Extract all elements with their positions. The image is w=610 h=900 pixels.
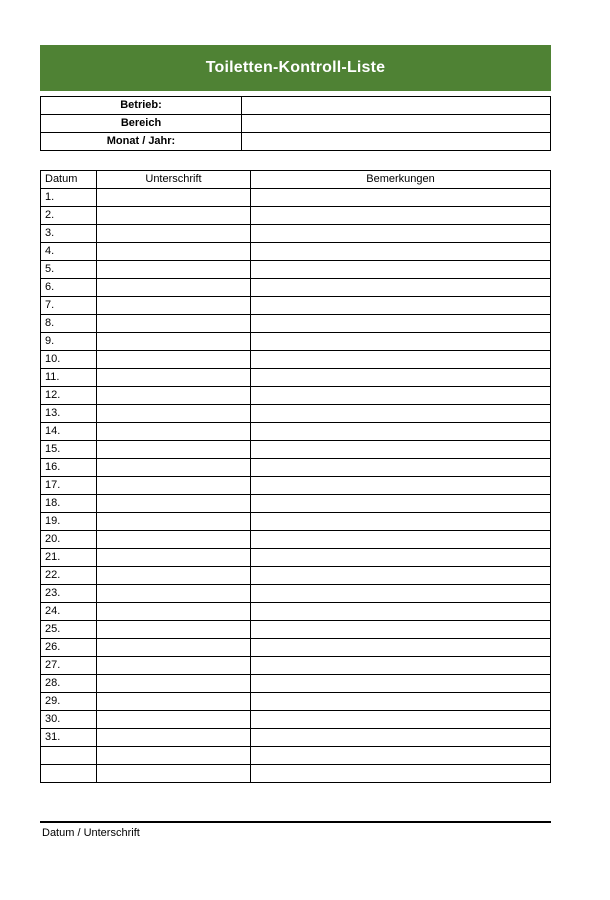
cell-bemerkungen[interactable] [251, 333, 551, 351]
table-row [41, 747, 551, 765]
cell-unterschrift[interactable] [97, 225, 251, 243]
cell-datum: 14. [41, 423, 97, 441]
cell-datum: 31. [41, 729, 97, 747]
cell-datum: 24. [41, 603, 97, 621]
cell-unterschrift[interactable] [97, 621, 251, 639]
table-row [41, 405, 551, 423]
table-row [41, 531, 551, 549]
footer-divider [40, 821, 551, 823]
table-row [41, 621, 551, 639]
table-row [41, 423, 551, 441]
cell-bemerkungen[interactable] [251, 585, 551, 603]
info-value-field[interactable] [242, 133, 551, 151]
cell-datum: 9. [41, 333, 97, 351]
cell-bemerkungen[interactable] [251, 459, 551, 477]
cell-unterschrift[interactable] [97, 513, 251, 531]
table-row [41, 567, 551, 585]
cell-unterschrift[interactable] [97, 315, 251, 333]
table-row [41, 675, 551, 693]
cell-bemerkungen[interactable] [251, 693, 551, 711]
cell-unterschrift[interactable] [97, 549, 251, 567]
cell-bemerkungen[interactable] [251, 621, 551, 639]
cell-bemerkungen[interactable] [251, 729, 551, 747]
cell-datum: 5. [41, 261, 97, 279]
table-row [41, 477, 551, 495]
cell-datum: 27. [41, 657, 97, 675]
cell-bemerkungen[interactable] [251, 423, 551, 441]
info-table-row [41, 133, 551, 151]
cell-unterschrift[interactable] [97, 297, 251, 315]
cell-bemerkungen[interactable] [251, 513, 551, 531]
table-row [41, 207, 551, 225]
cell-bemerkungen[interactable] [251, 531, 551, 549]
cell-unterschrift[interactable] [97, 423, 251, 441]
cell-unterschrift[interactable] [97, 639, 251, 657]
table-row [41, 351, 551, 369]
cell-datum: 25. [41, 621, 97, 639]
cell-unterschrift[interactable] [97, 279, 251, 297]
cell-bemerkungen[interactable] [251, 711, 551, 729]
table-row [41, 459, 551, 477]
column-header-unterschrift: Unterschrift [97, 171, 251, 189]
cell-datum: 6. [41, 279, 97, 297]
cell-bemerkungen[interactable] [251, 369, 551, 387]
table-row [41, 765, 551, 783]
cell-datum: 17. [41, 477, 97, 495]
cell-bemerkungen[interactable] [251, 297, 551, 315]
cell-datum: 7. [41, 297, 97, 315]
table-row [41, 729, 551, 747]
table-row [41, 333, 551, 351]
cell-datum [41, 765, 97, 783]
cell-bemerkungen[interactable] [251, 441, 551, 459]
cell-bemerkungen[interactable] [251, 675, 551, 693]
cell-bemerkungen[interactable] [251, 351, 551, 369]
page-title: Toiletten-Kontroll-Liste [205, 59, 386, 76]
cell-datum [41, 747, 97, 765]
cell-unterschrift[interactable] [97, 729, 251, 747]
cell-unterschrift[interactable] [97, 333, 251, 351]
cell-unterschrift[interactable] [97, 405, 251, 423]
cell-bemerkungen[interactable] [251, 657, 551, 675]
cell-bemerkungen[interactable] [251, 747, 551, 765]
cell-datum: 18. [41, 495, 97, 513]
cell-unterschrift[interactable] [97, 693, 251, 711]
table-row [41, 603, 551, 621]
cell-bemerkungen[interactable] [251, 495, 551, 513]
cell-unterschrift[interactable] [97, 261, 251, 279]
control-list-table [40, 170, 551, 783]
table-row [41, 549, 551, 567]
table-row [41, 711, 551, 729]
cell-unterschrift[interactable] [97, 459, 251, 477]
table-row [41, 315, 551, 333]
cell-unterschrift[interactable] [97, 675, 251, 693]
info-label: Bereich [41, 115, 242, 133]
cell-datum: 26. [41, 639, 97, 657]
cell-unterschrift[interactable] [97, 369, 251, 387]
cell-datum: 22. [41, 567, 97, 585]
table-row [41, 369, 551, 387]
cell-bemerkungen[interactable] [251, 189, 551, 207]
table-header-row [41, 171, 551, 189]
cell-unterschrift[interactable] [97, 567, 251, 585]
table-row [41, 441, 551, 459]
cell-unterschrift[interactable] [97, 765, 251, 783]
info-label: Monat / Jahr: [41, 133, 242, 151]
cell-unterschrift[interactable] [97, 711, 251, 729]
cell-bemerkungen[interactable] [251, 279, 551, 297]
cell-unterschrift[interactable] [97, 207, 251, 225]
info-table [40, 96, 551, 151]
cell-bemerkungen[interactable] [251, 225, 551, 243]
cell-datum: 19. [41, 513, 97, 531]
cell-bemerkungen[interactable] [251, 387, 551, 405]
cell-bemerkungen[interactable] [251, 567, 551, 585]
info-table-row [41, 97, 551, 115]
cell-datum: 13. [41, 405, 97, 423]
cell-unterschrift[interactable] [97, 189, 251, 207]
cell-bemerkungen[interactable] [251, 243, 551, 261]
cell-datum: 30. [41, 711, 97, 729]
table-row [41, 243, 551, 261]
table-row [41, 297, 551, 315]
info-value-field[interactable] [242, 115, 551, 133]
cell-bemerkungen[interactable] [251, 549, 551, 567]
control-list-body [41, 189, 551, 783]
cell-datum: 16. [41, 459, 97, 477]
cell-unterschrift[interactable] [97, 387, 251, 405]
cell-datum: 21. [41, 549, 97, 567]
table-row [41, 189, 551, 207]
cell-datum: 23. [41, 585, 97, 603]
cell-datum: 20. [41, 531, 97, 549]
cell-datum: 4. [41, 243, 97, 261]
cell-datum: 28. [41, 675, 97, 693]
cell-bemerkungen[interactable] [251, 207, 551, 225]
column-header-datum: Datum [41, 171, 97, 189]
cell-datum: 11. [41, 369, 97, 387]
cell-bemerkungen[interactable] [251, 477, 551, 495]
cell-bemerkungen[interactable] [251, 603, 551, 621]
info-table-row [41, 115, 551, 133]
cell-unterschrift[interactable] [97, 657, 251, 675]
cell-datum: 8. [41, 315, 97, 333]
info-table-body [41, 97, 551, 151]
cell-unterschrift[interactable] [97, 603, 251, 621]
cell-unterschrift[interactable] [97, 585, 251, 603]
cell-unterschrift[interactable] [97, 747, 251, 765]
cell-unterschrift[interactable] [97, 477, 251, 495]
table-row [41, 279, 551, 297]
cell-unterschrift[interactable] [97, 243, 251, 261]
footer-signature-label: Datum / Unterschrift [42, 827, 140, 839]
table-row [41, 513, 551, 531]
info-label: Betrieb: [41, 97, 242, 115]
cell-datum: 12. [41, 387, 97, 405]
cell-unterschrift[interactable] [97, 531, 251, 549]
table-row [41, 387, 551, 405]
table-row [41, 495, 551, 513]
cell-bemerkungen[interactable] [251, 315, 551, 333]
table-row [41, 693, 551, 711]
table-row [41, 261, 551, 279]
cell-datum: 3. [41, 225, 97, 243]
info-value-field[interactable] [242, 97, 551, 115]
table-row [41, 639, 551, 657]
cell-unterschrift[interactable] [97, 351, 251, 369]
table-row [41, 657, 551, 675]
cell-unterschrift[interactable] [97, 495, 251, 513]
cell-bemerkungen[interactable] [251, 639, 551, 657]
control-list-header [41, 171, 551, 189]
cell-unterschrift[interactable] [97, 441, 251, 459]
cell-datum: 10. [41, 351, 97, 369]
cell-datum: 15. [41, 441, 97, 459]
cell-datum: 29. [41, 693, 97, 711]
table-row [41, 585, 551, 603]
document-title-banner [40, 45, 551, 91]
cell-datum: 1. [41, 189, 97, 207]
table-row [41, 225, 551, 243]
cell-bemerkungen[interactable] [251, 261, 551, 279]
cell-bemerkungen[interactable] [251, 765, 551, 783]
cell-datum: 2. [41, 207, 97, 225]
cell-bemerkungen[interactable] [251, 405, 551, 423]
column-header-bemerkungen: Bemerkungen [251, 171, 551, 189]
